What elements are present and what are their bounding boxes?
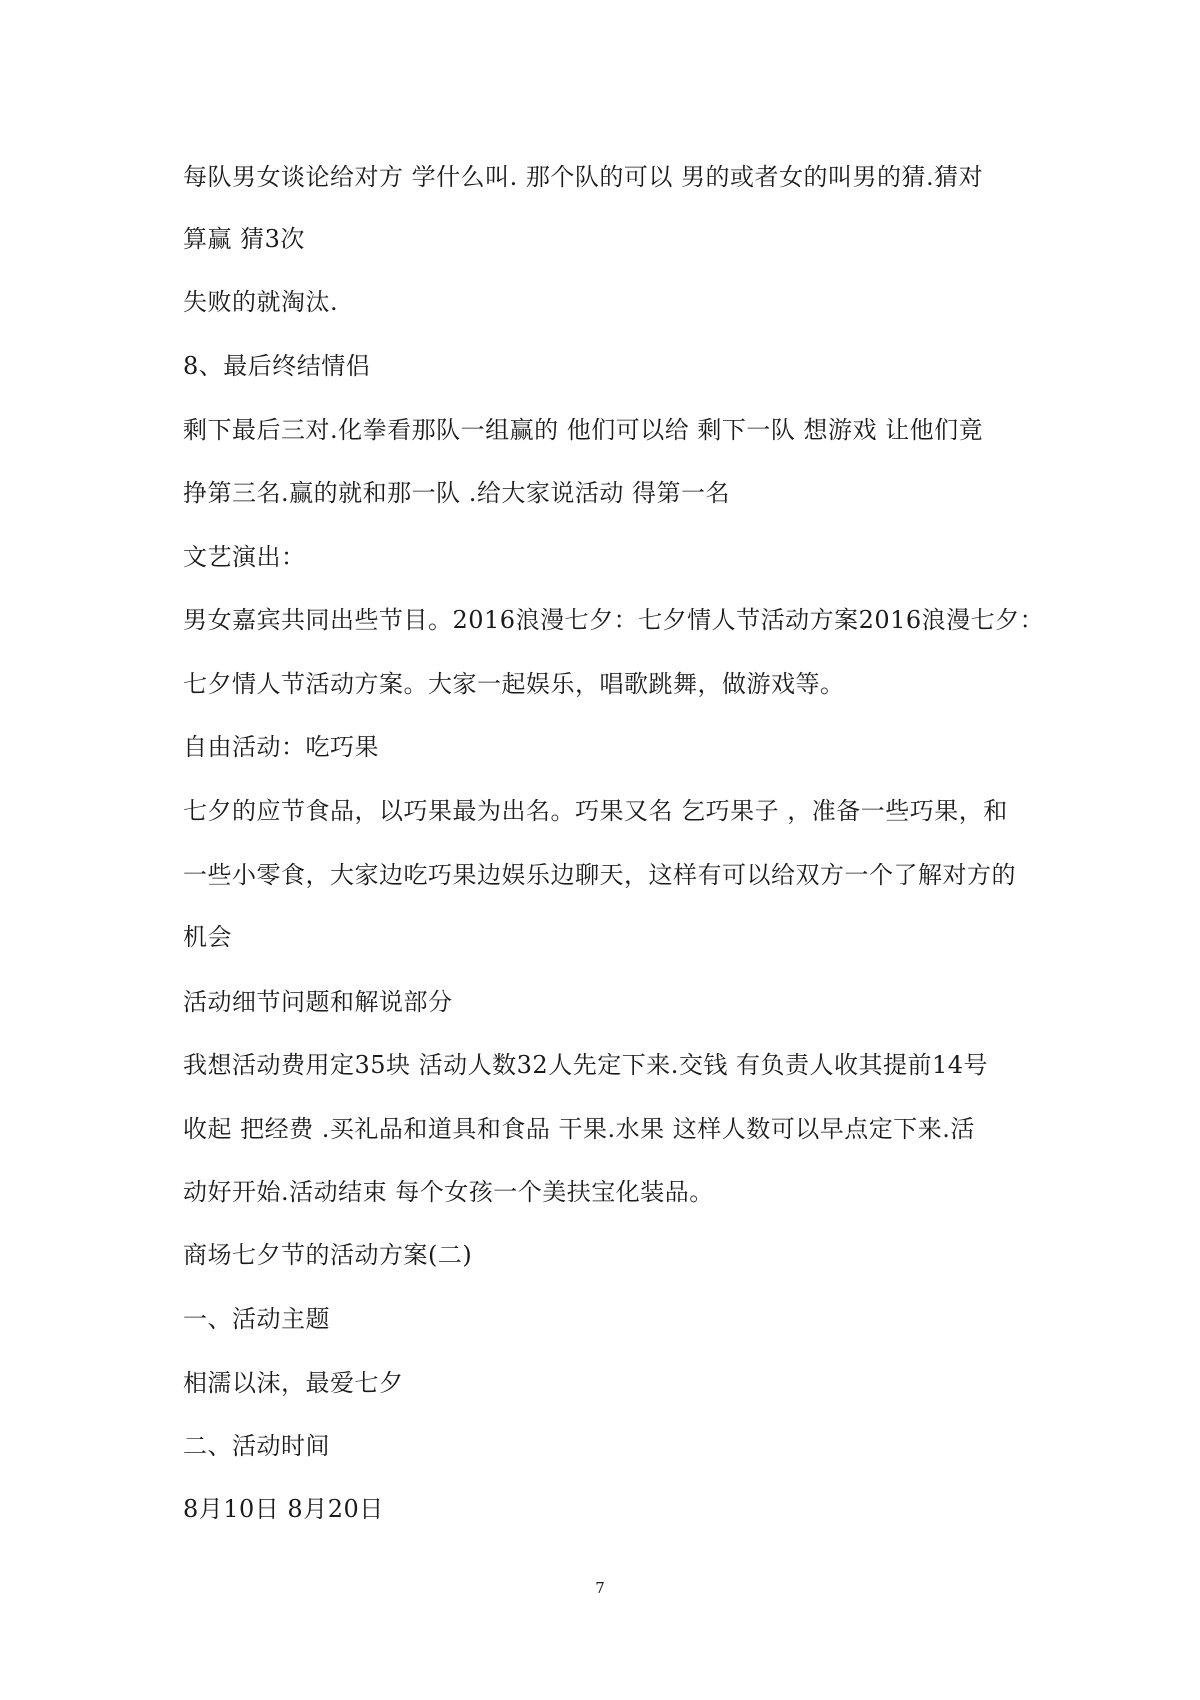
text-line: 挣第三名.赢的就和那一队 .给大家说活动 得第一名 [183,479,731,507]
text-line: 收起 把经费 .买礼品和道具和食品 干果.水果 这样人数可以早点定下来.活 [183,1115,975,1143]
text-line: 算赢 猜3次 [183,225,305,253]
text-line: 失败的就淘汰. [183,288,339,316]
section-label: 自由活动：吃巧果 [183,733,379,761]
text-line: 剩下最后三对.化拳看那队一组赢的 他们可以给 剩下一队 想游戏 让他们竟 [183,416,984,444]
page-number: 7 [595,1579,605,1597]
text-line: 相濡以沫，最爱七夕 [183,1369,404,1397]
text-line: 8月10日 8月20日 [183,1495,384,1523]
document-subtitle: 商场七夕节的活动方案(二) [183,1241,473,1269]
text-line: 每队男女谈论给对方 学什么叫. 那个队的可以 男的或者女的叫男的猜.猜对 [183,163,984,191]
text-line: 动好开始.活动结束 每个女孩一个美扶宝化装品。 [183,1178,714,1206]
text-line: 男女嘉宾共同出些节目。2016浪漫七夕：七夕情人节活动方案2016浪漫七夕： [183,606,1045,634]
text-line: 七夕情人节活动方案。大家一起娱乐，唱歌跳舞，做游戏等。 [183,670,845,698]
text-line: 我想活动费用定35块 活动人数32人先定下来.交钱 有负责人收其提前14号 [183,1051,989,1079]
text-line: 机会 [183,923,232,951]
section-label: 活动细节问题和解说部分 [183,988,453,1016]
text-line: 七夕的应节食品，以巧果最为出名。巧果又名 乞巧果子 ，准备一些巧果，和 [183,797,1008,825]
list-heading: 8、最后终结情侣 [183,352,371,380]
text-line: 一些小零食，大家边吃巧果边娱乐边聊天，这样有可以给双方一个了解对方的 [183,861,1016,889]
section-label: 文艺演出： [183,543,306,571]
section-heading: 一、活动主题 [183,1305,330,1333]
section-heading: 二、活动时间 [183,1432,330,1460]
